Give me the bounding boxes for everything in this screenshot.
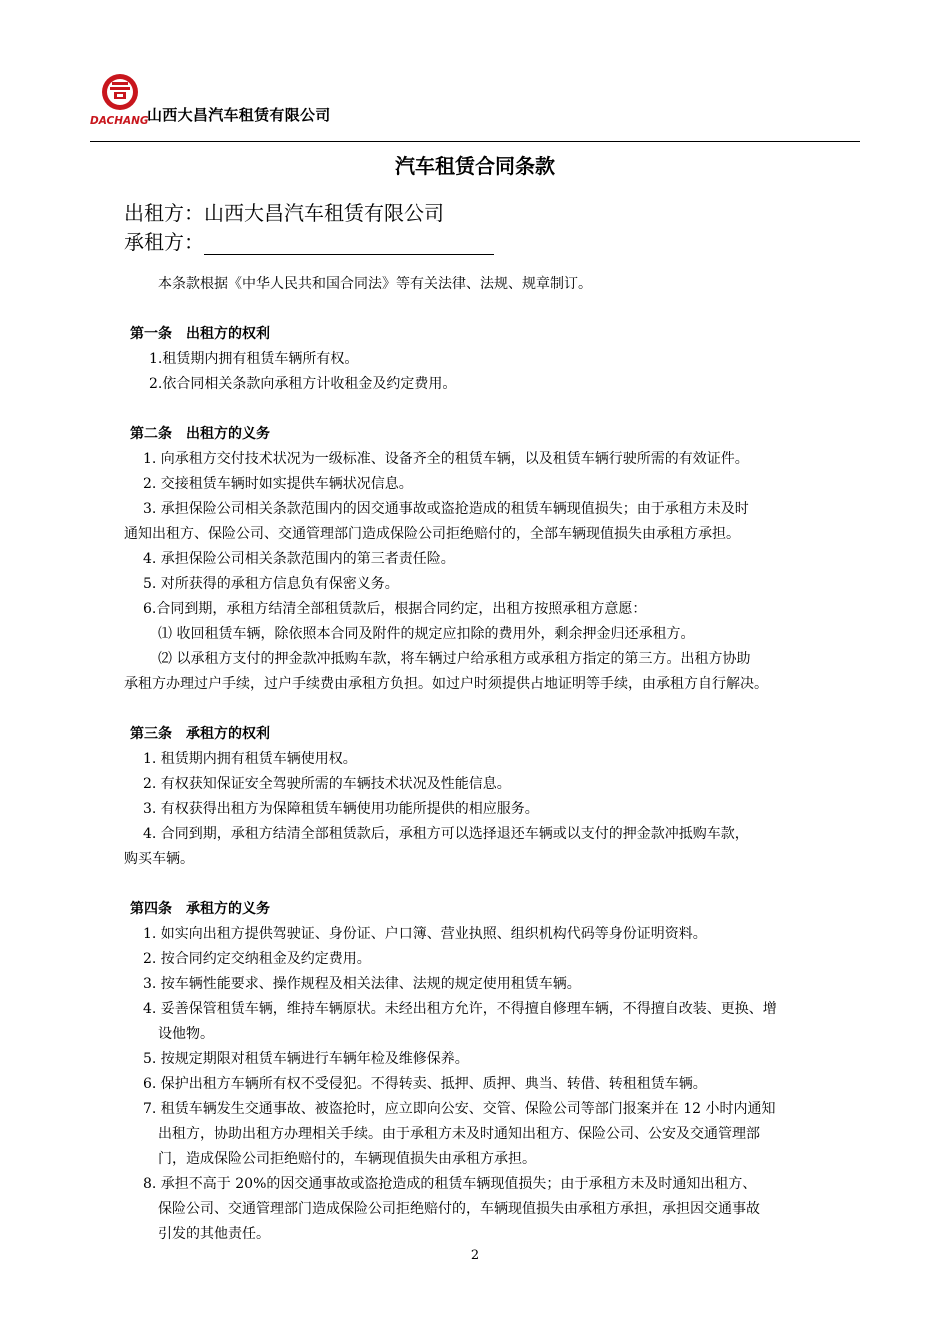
section-heading: 第二条 出租方的义务 [130,426,270,442]
clause-line: 承租方办理过户手续，过户手续费由承租方负担。如过户时须提供占地证明等手续，由承租方自行解决。 [124,676,768,692]
lessee-blank [204,234,494,255]
clause-line: 2. 有权获知保证安全驾驶所需的车辆技术状况及性能信息。 [143,776,511,792]
section-heading: 第四条 承租方的义务 [130,901,270,917]
clause-line: 设他物。 [158,1026,214,1042]
clause-line: 6.合同到期，承租方结清全部租赁款后，根据合同约定，出租方按照承租方意愿： [143,601,647,617]
clause-line: 7. 租赁车辆发生交通事故、被盗抢时，应立即向公安、交管、保险公司等部门报案并在 12 小时内通知 [143,1101,776,1117]
clause-line: 3. 有权获得出租方为保障租赁车辆使用功能所提供的相应服务。 [143,801,539,817]
clause-line: 6. 保护出租方车辆所有权不受侵犯。不得转卖、抵押、质押、典当、转借、转租租赁车辆。 [143,1076,707,1092]
clause-line: 通知出租方、保险公司、交通管理部门造成保险公司拒绝赔付的，全部车辆现值损失由承租方承担。 [124,526,740,542]
clause-line: 引发的其他责任。 [158,1226,270,1242]
clause-line: 保险公司、交通管理部门造成保险公司拒绝赔付的，车辆现值损失由承租方承担，承担因交通事故 [158,1201,760,1217]
clause-line: 5. 对所获得的承租方信息负有保密义务。 [143,576,399,592]
page-number: 2 [470,1248,480,1263]
clause-line: 1. 向承租方交付技术状况为一级标准、设备齐全的租赁车辆，以及租赁车辆行驶所需的有效证件。 [143,451,749,467]
clause-line: 8. 承担不高于 20%的因交通事故或盗抢造成的租赁车辆现值损失；由于承租方未及时通知出租方、 [143,1176,757,1192]
lessor-line: 出租方：山西大昌汽车租赁有限公司 [124,201,444,225]
clause-line: ⑵ 以承租方支付的押金款冲抵购车款，将车辆过户给承租方或承租方指定的第三方。出租方协助 [158,651,751,667]
clause-line: 2.依合同相关条款向承租方计收租金及约定费用。 [149,376,457,392]
clause-line: 门，造成保险公司拒绝赔付的，车辆现值损失由承租方承担。 [158,1151,536,1167]
clause-line: 1. 租赁期内拥有租赁车辆使用权。 [143,751,357,767]
clause-line: 4. 妥善保管租赁车辆，维持车辆原状。未经出租方允许，不得擅自修理车辆，不得擅自改装、更换、增 [143,1001,777,1017]
lessee-line [124,226,494,255]
clause-line: 4. 承担保险公司相关条款范围内的第三者责任险。 [143,551,455,567]
clause-line: 购买车辆。 [124,851,194,867]
clause-line: 2. 按合同约定交纳租金及约定费用。 [143,951,371,967]
clause-line: 1. 如实向出租方提供驾驶证、身份证、户口簿、营业执照、组织机构代码等身份证明资料。 [143,926,707,942]
clause-line: ⑴ 收回租赁车辆，除依照本合同及附件的规定应扣除的费用外，剩余押金归还承租方。 [158,626,695,642]
header-divider [90,141,860,142]
clause-line: 5. 按规定期限对租赁车辆进行车辆年检及维修保养。 [143,1051,469,1067]
clause-line: 3. 承担保险公司相关条款范围内的因交通事故或盗抢造成的租赁车辆现值损失；由于承租方未及时 [143,501,749,517]
section-heading: 第三条 承租方的权利 [130,726,270,742]
clause-line: 2. 交接租赁车辆时如实提供车辆状况信息。 [143,476,413,492]
clause-line: 3. 按车辆性能要求、操作规程及相关法律、法规的规定使用租赁车辆。 [143,976,581,992]
intro-paragraph: 本条款根据《中华人民共和国合同法》等有关法律、法规、规章制订。 [158,276,592,292]
clause-line: 4. 合同到期，承租方结清全部租赁款后，承租方可以选择退还车辆或以支付的押金款冲抵购车款， [143,826,749,842]
document-title: 汽车租赁合同条款 [395,154,555,178]
section-heading: 第一条 出租方的权利 [130,326,270,342]
dachang-logo-icon [90,66,150,126]
page-header [90,60,860,142]
clause-line: 1.租赁期内拥有租赁车辆所有权。 [149,351,359,367]
logo-wordmark: DACHANG [90,115,149,126]
company-name: 山西大昌汽车租赁有限公司 [147,106,331,124]
lessee-label: 承租方： [124,230,204,254]
clause-line: 出租方，协助出租方办理相关手续。由于承租方未及时通知出租方、保险公司、公安及交通管理部 [158,1126,760,1142]
